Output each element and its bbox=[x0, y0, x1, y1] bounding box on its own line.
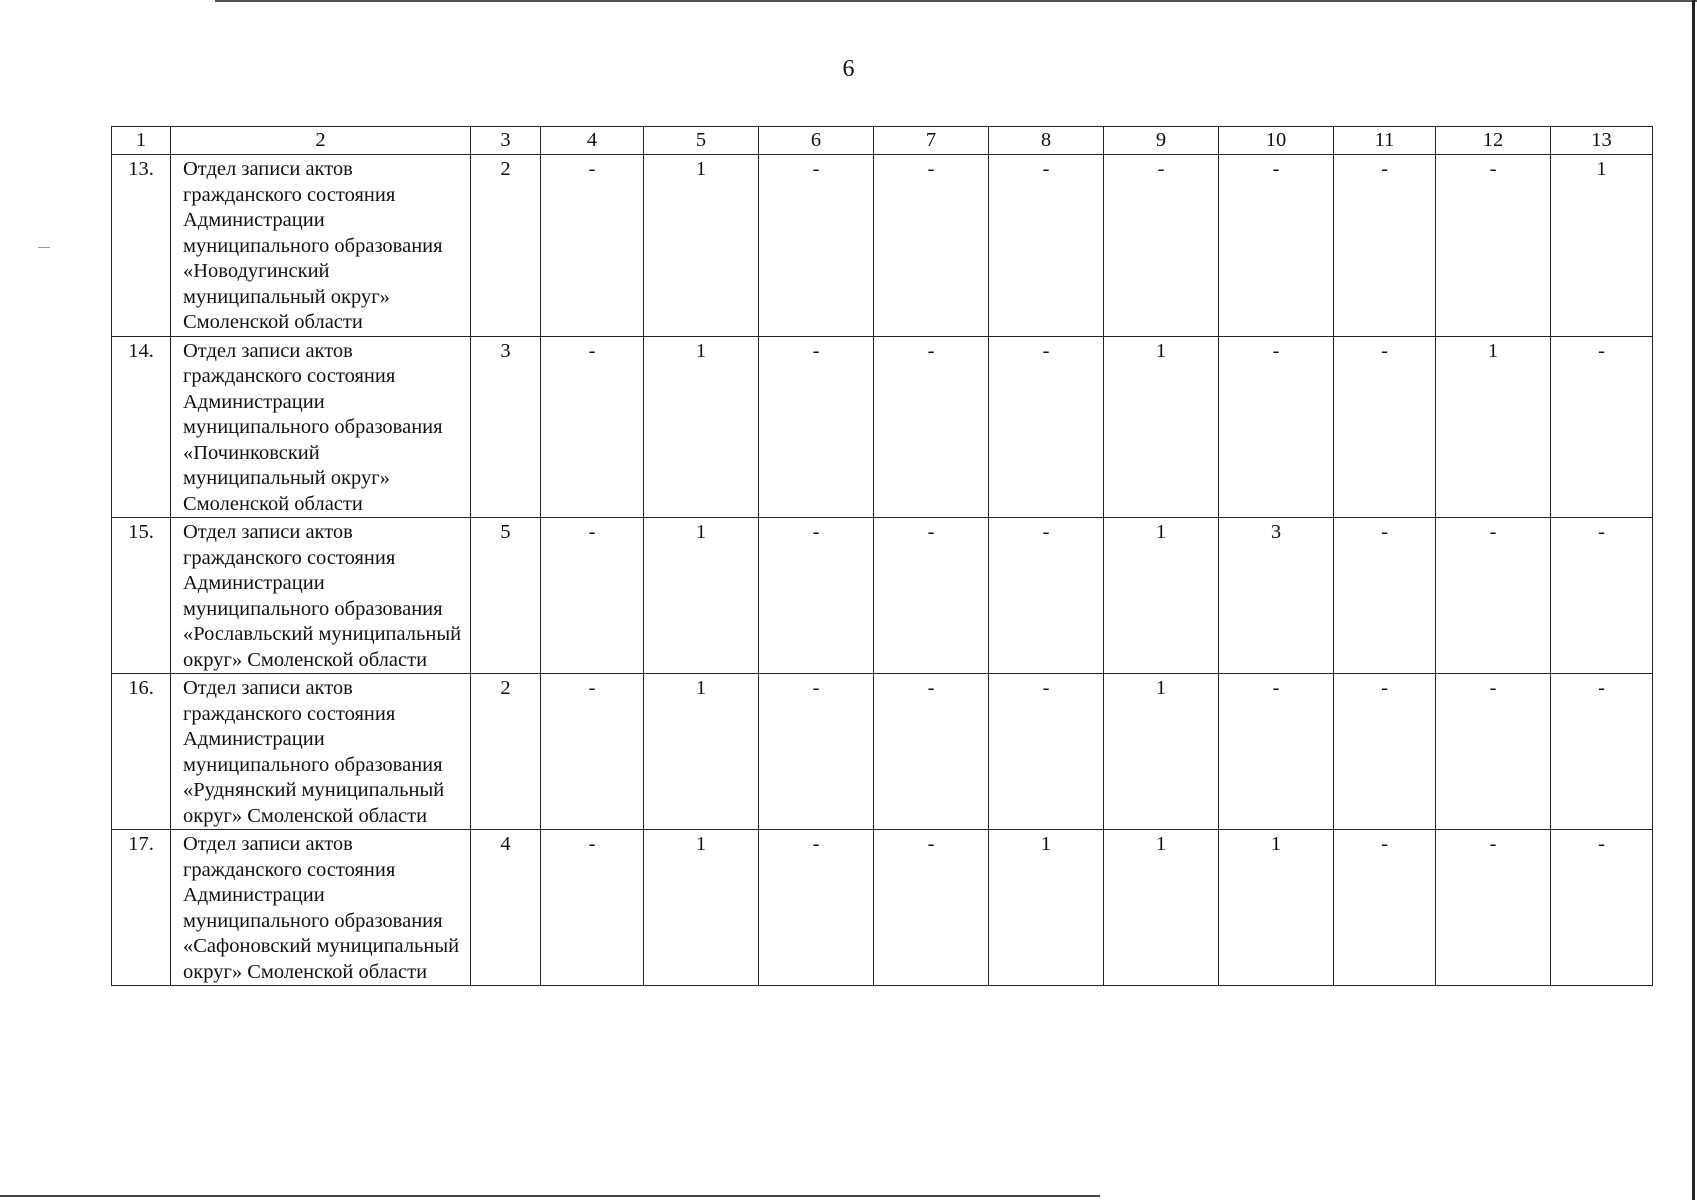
table-cell: 1 bbox=[1219, 830, 1334, 986]
table-row bbox=[112, 518, 1653, 674]
column-header: 9 bbox=[1104, 127, 1219, 155]
table-cell: - bbox=[1551, 830, 1653, 986]
table-cell: - bbox=[1551, 336, 1653, 518]
table-cell: - bbox=[541, 155, 644, 337]
table-row bbox=[112, 674, 1653, 830]
office-name: Отдел записи актов гражданского состояния Администрации муниципального образования «Рославльский муниципальный округ» Смоленской области bbox=[171, 518, 471, 674]
column-header: 10 bbox=[1219, 127, 1334, 155]
column-header: 4 bbox=[541, 127, 644, 155]
column-header: 12 bbox=[1436, 127, 1551, 155]
row-number: 14. bbox=[112, 336, 171, 518]
office-name: Отдел записи актов гражданского состояния Администрации муниципального образования «Новодугинский муниципальный округ» Смоленской области bbox=[171, 155, 471, 337]
table-cell: - bbox=[1436, 518, 1551, 674]
column-header: 7 bbox=[874, 127, 989, 155]
row-number: 13. bbox=[112, 155, 171, 337]
table-cell: - bbox=[759, 336, 874, 518]
table-cell: - bbox=[989, 518, 1104, 674]
table-cell: - bbox=[989, 336, 1104, 518]
column-header: 13 bbox=[1551, 127, 1653, 155]
column-header: 8 bbox=[989, 127, 1104, 155]
table-cell: 1 bbox=[644, 336, 759, 518]
column-header: 6 bbox=[759, 127, 874, 155]
table-cell: 3 bbox=[471, 336, 541, 518]
table-cell: 1 bbox=[644, 674, 759, 830]
table-cell: - bbox=[874, 830, 989, 986]
table-cell: 1 bbox=[644, 518, 759, 674]
table-cell: - bbox=[759, 518, 874, 674]
office-name: Отдел записи актов гражданского состояния Администрации муниципального образования «Руднянский муниципальный округ» Смоленской области bbox=[171, 674, 471, 830]
table-cell: - bbox=[1104, 155, 1219, 337]
table-cell: - bbox=[759, 674, 874, 830]
table-row bbox=[112, 336, 1653, 518]
table-cell: - bbox=[1219, 155, 1334, 337]
table-cell: - bbox=[989, 674, 1104, 830]
table-cell: 1 bbox=[1104, 674, 1219, 830]
table-cell: - bbox=[1334, 336, 1436, 518]
table-cell: 1 bbox=[1436, 336, 1551, 518]
row-number: 15. bbox=[112, 518, 171, 674]
table-cell: 1 bbox=[1551, 155, 1653, 337]
row-number: 17. bbox=[112, 830, 171, 986]
table-cell: - bbox=[1219, 336, 1334, 518]
table-cell: 1 bbox=[644, 830, 759, 986]
column-header: 5 bbox=[644, 127, 759, 155]
table-cell: - bbox=[759, 155, 874, 337]
scan-edge-right bbox=[1692, 0, 1695, 1200]
office-name: Отдел записи актов гражданского состояния Администрации муниципального образования «Починковский муниципальный округ» Смоленской области bbox=[171, 336, 471, 518]
table-cell: - bbox=[541, 336, 644, 518]
table-cell: - bbox=[1219, 674, 1334, 830]
scan-edge-bottom bbox=[0, 1195, 1100, 1197]
table-cell: 2 bbox=[471, 674, 541, 830]
table-cell: - bbox=[874, 518, 989, 674]
table-cell: 5 bbox=[471, 518, 541, 674]
table-row bbox=[112, 155, 1653, 337]
table-cell: - bbox=[1551, 518, 1653, 674]
column-header: 1 bbox=[112, 127, 171, 155]
table-cell: - bbox=[1334, 830, 1436, 986]
table-cell: - bbox=[541, 830, 644, 986]
page-number: 6 bbox=[842, 56, 855, 82]
table-cell: 1 bbox=[989, 830, 1104, 986]
table-cell: - bbox=[1334, 674, 1436, 830]
table-cell: 4 bbox=[471, 830, 541, 986]
table-cell: - bbox=[874, 155, 989, 337]
table-cell: - bbox=[541, 518, 644, 674]
table-cell: - bbox=[874, 336, 989, 518]
table-cell: - bbox=[1551, 674, 1653, 830]
scan-speck bbox=[38, 247, 50, 248]
table-cell: 1 bbox=[644, 155, 759, 337]
table-cell: 1 bbox=[1104, 518, 1219, 674]
table-cell: - bbox=[874, 674, 989, 830]
table-cell: - bbox=[989, 155, 1104, 337]
table-cell: - bbox=[1334, 155, 1436, 337]
table-cell: - bbox=[541, 674, 644, 830]
column-header: 2 bbox=[171, 127, 471, 155]
column-header: 11 bbox=[1334, 127, 1436, 155]
column-header: 3 bbox=[471, 127, 541, 155]
table-header-row bbox=[112, 127, 1653, 155]
office-name: Отдел записи актов гражданского состояния Администрации муниципального образования «Сафоновский муниципальный округ» Смоленской области bbox=[171, 830, 471, 986]
table-cell: 1 bbox=[1104, 336, 1219, 518]
table-cell: - bbox=[1436, 674, 1551, 830]
table-cell: - bbox=[1436, 155, 1551, 337]
table-cell: - bbox=[759, 830, 874, 986]
table-cell: 1 bbox=[1104, 830, 1219, 986]
table-row bbox=[112, 830, 1653, 986]
table-cell: 2 bbox=[471, 155, 541, 337]
scan-edge-top bbox=[215, 0, 1697, 2]
row-number: 16. bbox=[112, 674, 171, 830]
table-cell: 3 bbox=[1219, 518, 1334, 674]
table-cell: - bbox=[1334, 518, 1436, 674]
table-cell: - bbox=[1436, 830, 1551, 986]
registry-table bbox=[111, 126, 1653, 986]
